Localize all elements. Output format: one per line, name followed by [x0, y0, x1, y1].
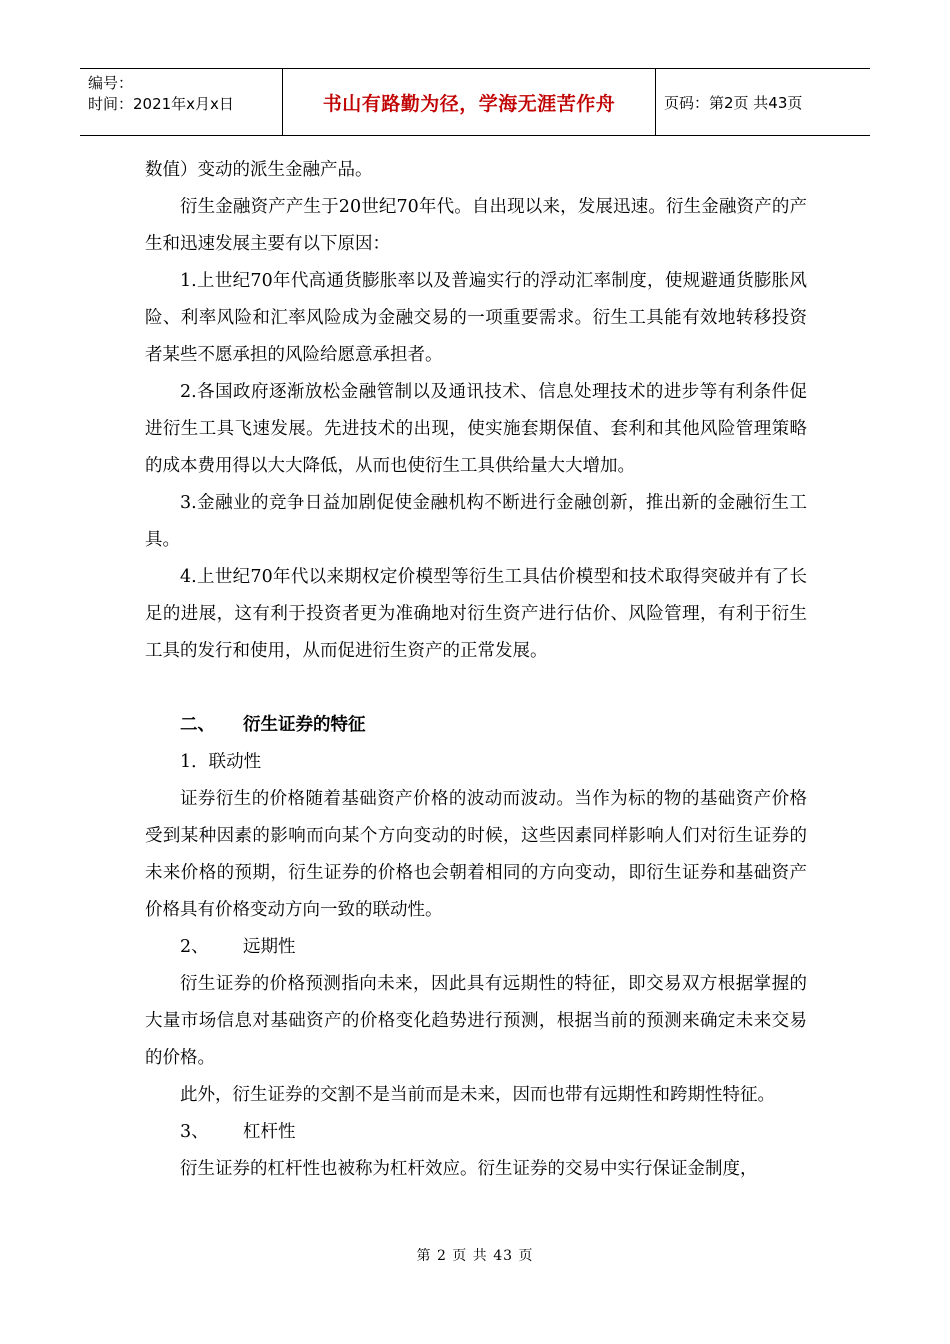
page-header — [80, 68, 870, 136]
paragraph: 1.上世纪70年代高通货膨胀率以及普遍实行的浮动汇率制度，使规避通货膨胀风险、利率风险和汇率风险成为金融交易的一项重要需求。衍生工具能有效地转移投资者某些不愿承担的风险给愿意承担者。 — [145, 271, 807, 365]
document-code-label: 编号： — [88, 74, 134, 92]
subsection-heading: 1．联动性 — [180, 752, 262, 772]
paragraph: 衍生证券的杠杆性也被称为杠杆效应。衍生证券的交易中实行保证金制度， — [180, 1159, 758, 1179]
section-number: 二、 — [180, 715, 215, 735]
paragraph: 2.各国政府逐渐放松金融管制以及通讯技术、信息处理技术的进步等有利条件促进衍生工具飞速发展。先进技术的出现，使实施套期保值、套利和其他风险管理策略的成本费用得以大大降低，从而也使衍生工具供给量大大增加。 — [145, 382, 807, 476]
subsection-number: 3、 — [180, 1122, 209, 1142]
paragraph: 4.上世纪70年代以来期权定价模型等衍生工具估价模型和技术取得突破并有了长足的进展，这有利于投资者更为准确地对衍生资产进行估价、风险管理，有利于衍生工具的发行和使用，从而促进衍生资产的正常发展。 — [145, 567, 807, 661]
document-body — [145, 152, 807, 1188]
paragraph: 数值）变动的派生金融产品。 — [145, 160, 373, 180]
section-heading — [145, 707, 807, 744]
paragraph: 衍生金融资产产生于20世纪70年代。自出现以来，发展迅速。衍生金融资产的产生和迅速发展主要有以下原因： — [145, 197, 807, 254]
paragraph: 证券衍生的价格随着基础资产价格的波动而波动。当作为标的物的基础资产价格受到某种因素的影响而向某个方向变动的时候，这些因素同样影响人们对衍生证券的未来价格的预期，衍生证券的价格也会朝着相同的方向变动，即衍生证券和基础资产价格具有价格变动方向一致的联动性。 — [145, 789, 807, 920]
page-footer: 第 2 页 共 43 页 — [416, 1248, 534, 1264]
document-time-label: 时间：2021年x月x日 — [88, 95, 234, 113]
blank-line — [145, 670, 807, 707]
header-meta-cell — [80, 69, 283, 135]
subsection-heading — [145, 1114, 807, 1151]
subsection-title: 远期性 — [243, 937, 296, 957]
subsection-number: 2、 — [180, 937, 209, 957]
subsection-heading — [145, 929, 807, 966]
section-title: 衍生证券的特征 — [243, 715, 366, 735]
header-page-info: 页码：第2页 共43页 — [664, 93, 803, 112]
subsection-title: 杠杆性 — [243, 1122, 296, 1142]
paragraph: 衍生证券的价格预测指向未来，因此具有远期性的特征，即交易双方根据掌握的大量市场信息对基础资产的价格变化趋势进行预测，根据当前的预测来确定未来交易的价格。 — [145, 974, 807, 1068]
paragraph: 此外，衍生证券的交割不是当前而是未来，因而也带有远期性和跨期性特征。 — [180, 1085, 775, 1105]
header-motto: 书山有路勤为径，学海无涯苦作舟 — [283, 69, 656, 135]
paragraph: 3.金融业的竞争日益加剧促使金融机构不断进行金融创新，推出新的金融衍生工具。 — [145, 493, 807, 550]
